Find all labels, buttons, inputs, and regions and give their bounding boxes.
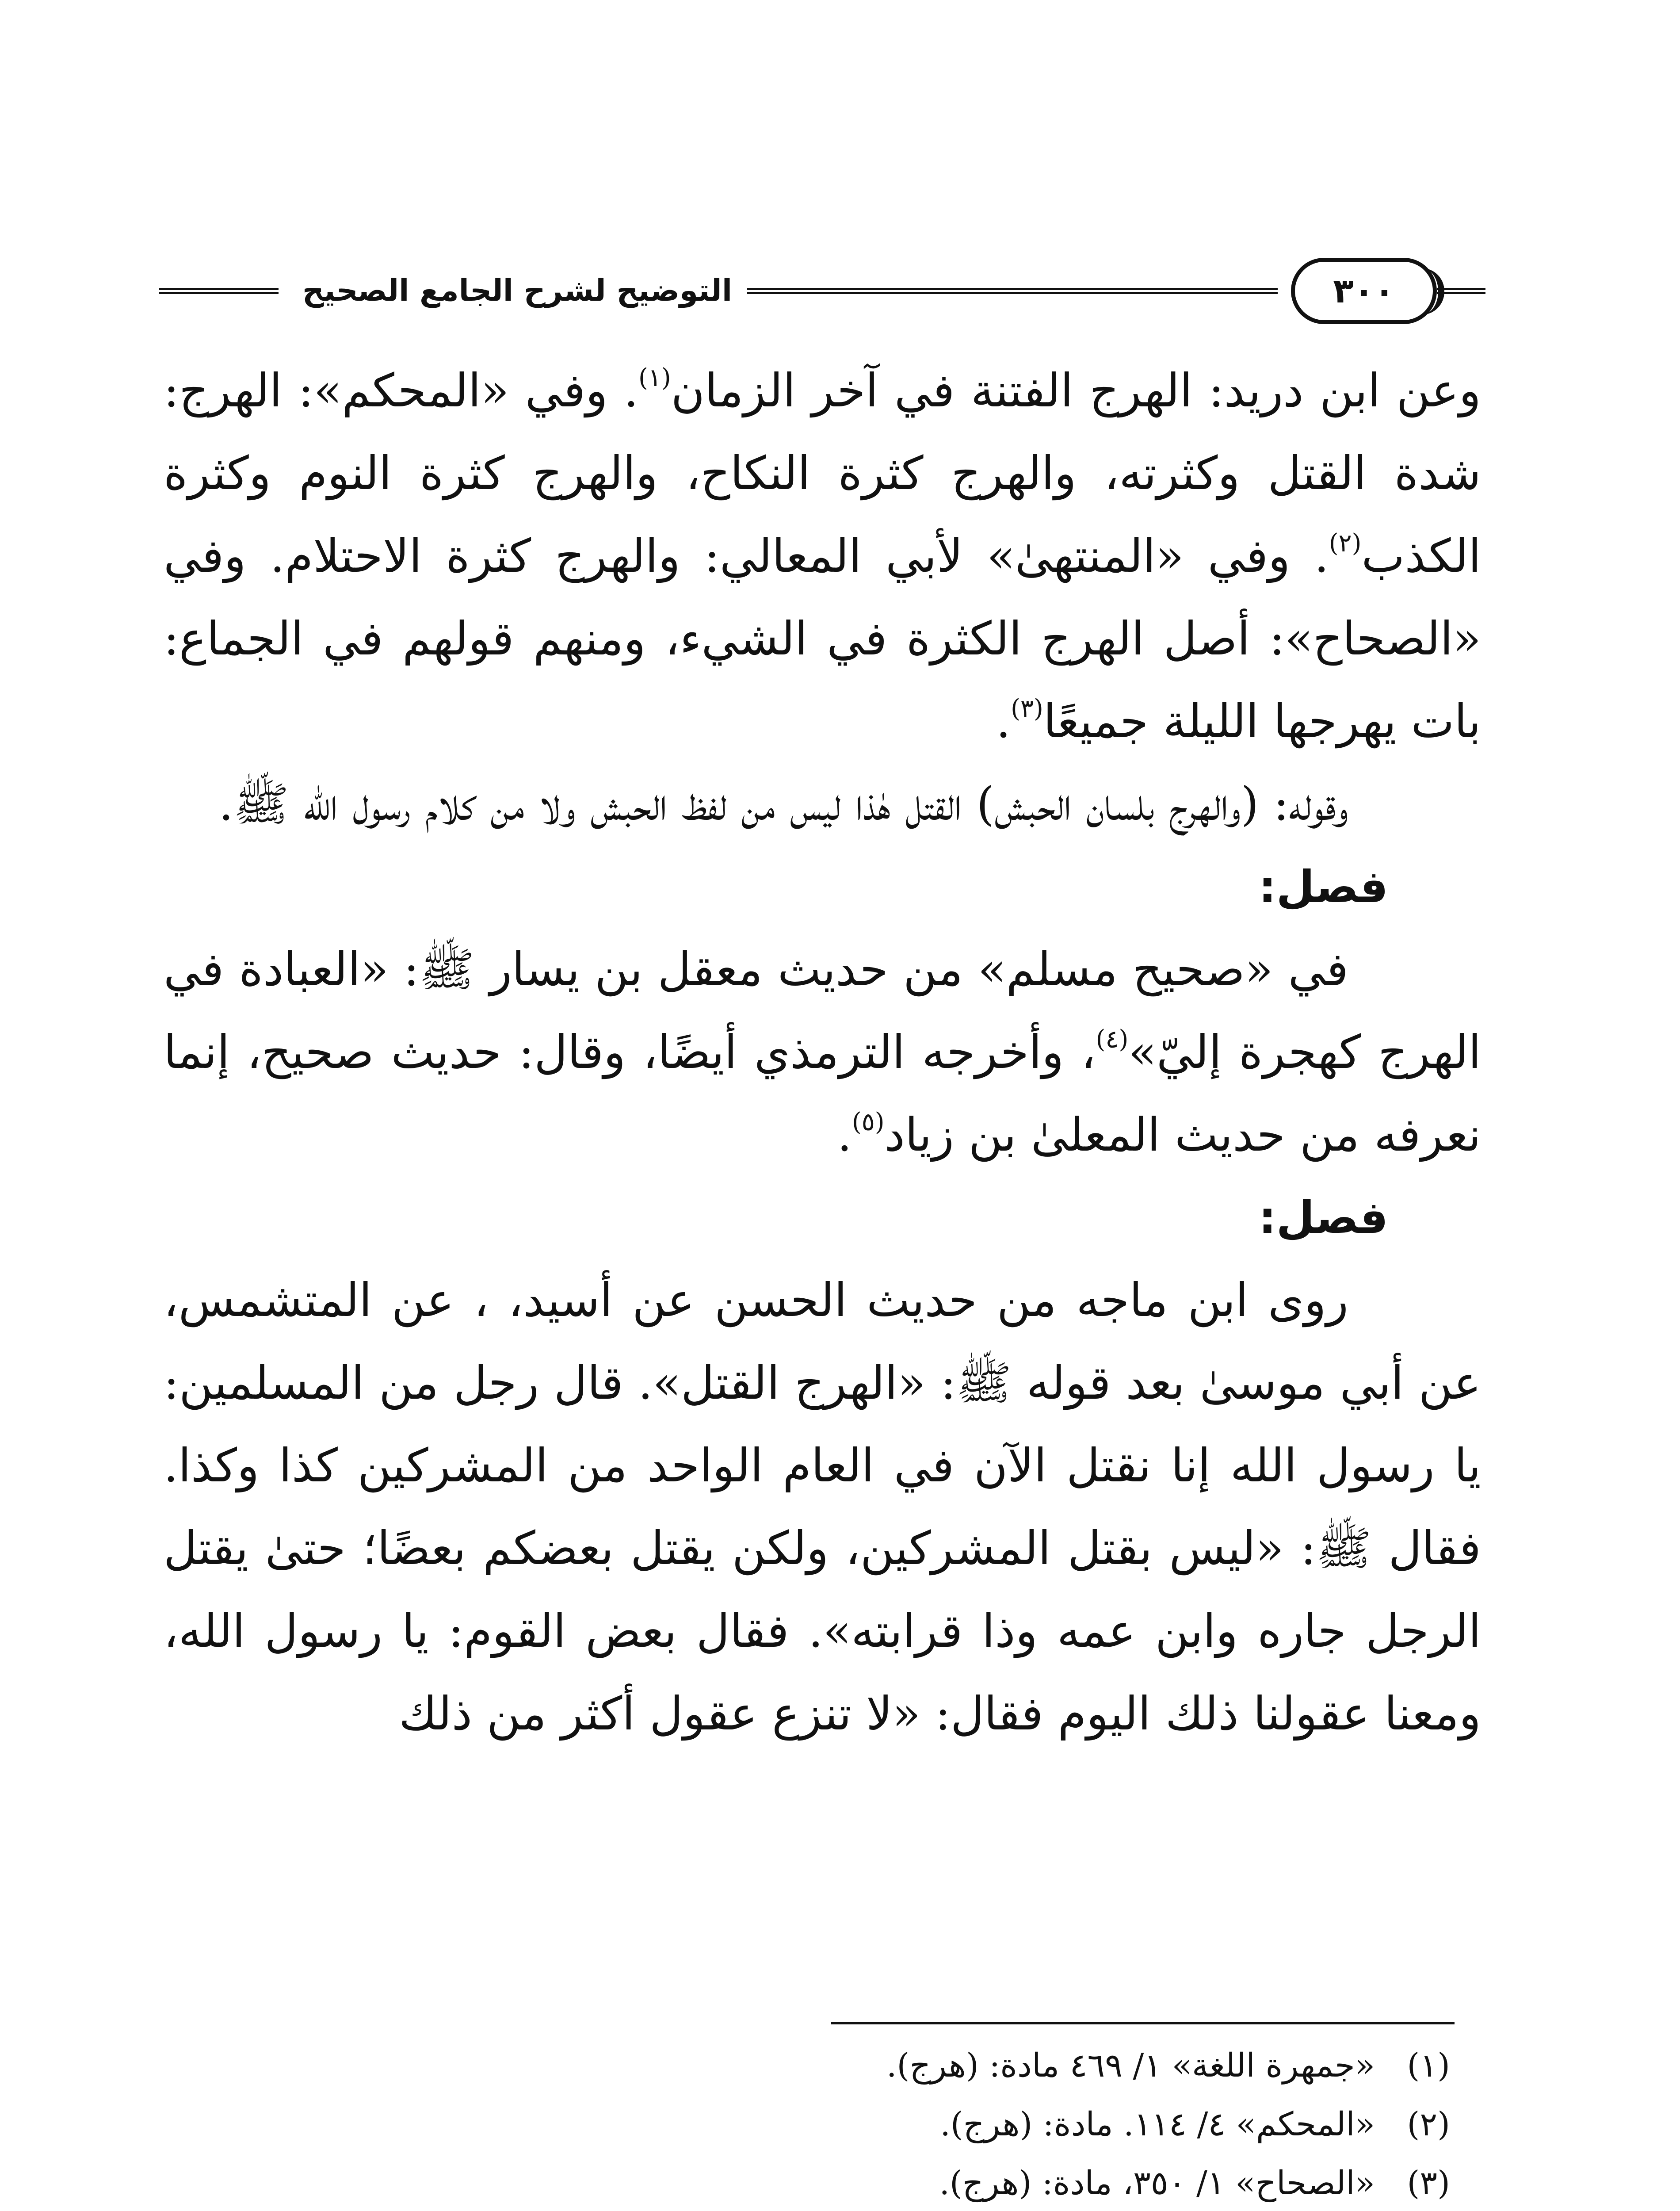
footnote-number: (١) (1407, 2047, 1450, 2085)
footnote-2 (164, 2095, 1472, 2154)
running-title: التوضيح لشرح الجامع الصحيح (302, 273, 733, 308)
paragraph-4: روى ابن ماجه من حديث الحسن عن أسيد، ، عن المتشمس، عن أبي موسىٰ بعد قوله ﷺ: «الهرج القتل». قال رجل من المسلمين: يا رسول الله إنا نقتل الآن في العام الواحد من المشركين كذا وكذا. فقال ﷺ: «ليس بقتل المشركين، ولكن يقتل بعضكم بعضًا؛ حتىٰ يقتل الرجل جاره وابن عمه وذا قرابته». فقال بعض القوم: يا رسول الله، ومعنا عقولنا ذلك اليوم فقال: «لا تنزع عقول أكثر من ذلك (164, 1273, 1481, 1740)
footnote-ref-2[interactable]: (٢) (1329, 529, 1362, 558)
header-rule-right (1437, 288, 1485, 294)
header-rule-middle (747, 288, 1278, 294)
paragraph-2: وقوله: (والهرج بلسان الحبش) القتل هٰذا ليس من لفظ الحبش ولا من كلام رسول الله ﷺ. (218, 777, 1348, 831)
header-rule-left (159, 288, 279, 294)
footnote-ref-4[interactable]: (٤) (1096, 1025, 1129, 1054)
section-heading-2: فصل: (1258, 1192, 1388, 1243)
page-number: ٣٠٠ (1333, 271, 1395, 310)
footnote-ref-5[interactable]: (٥) (851, 1108, 885, 1136)
paragraph-1-text-c: . وفي «المنتهىٰ» لأبي المعالي: والهرج كثرة الاحتلام. وفي «الصحاح»: أصل الهرج الكثرة في الشيء، ومنهم قولهم في الجماع: بات يهرجها الليلة جميعًا (164, 529, 1481, 748)
footnote-separator (831, 2022, 1455, 2024)
paragraph-1-text-a: وعن ابن دريد: الهرج الفتنة في آخر الزمان (671, 363, 1481, 417)
paragraph-3-text-a: في «صحيح مسلم» من حديث معقل بن يسار ﷺ: «العبادة في الهرج كهجرة إليّ» (164, 942, 1481, 1079)
footnote-3 (164, 2154, 1472, 2211)
footnote-text: «المحكم» ٤/ ١١٤. مادة: (هرج). (940, 2105, 1375, 2143)
footnote-number: (٢) (1407, 2105, 1450, 2143)
footnote-ref-1[interactable]: (١) (638, 363, 671, 392)
footnote-number: (٣) (1407, 2164, 1450, 2202)
section-heading-1: فصل: (1258, 861, 1388, 913)
paragraph-3-text-c: . (837, 1108, 852, 1162)
page-number-badge (1291, 258, 1437, 324)
page-header (159, 254, 1485, 329)
paragraph-3-text-b: ، وأخرجه الترمذي أيضًا، وقال: حديث صحيح، إنما نعرفه من حديث المعلىٰ بن زياد (164, 1025, 1481, 1162)
footnote-1 (164, 2036, 1472, 2095)
paragraph-1 (164, 349, 1481, 763)
footnote-text: «جمهرة اللغة» ١/ ٤٦٩ مادة: (هرج). (886, 2047, 1375, 2085)
footnote-ref-3[interactable]: (٣) (1011, 694, 1043, 723)
paragraph-3 (164, 928, 1481, 1176)
footnotes (164, 2036, 1472, 2211)
footnote-text: «الصحاح» ١/ ٣٥٠، مادة: (هرج). (939, 2164, 1375, 2202)
main-text (164, 349, 1481, 1755)
paragraph-1-text-d: . (996, 694, 1011, 748)
paragraph-1-text-b: . وفي «المحكم»: الهرج: شدة القتل وكثرته، والهرج كثرة النكاح، والهرج كثرة النوم وكثرة الكذب (164, 363, 1481, 583)
